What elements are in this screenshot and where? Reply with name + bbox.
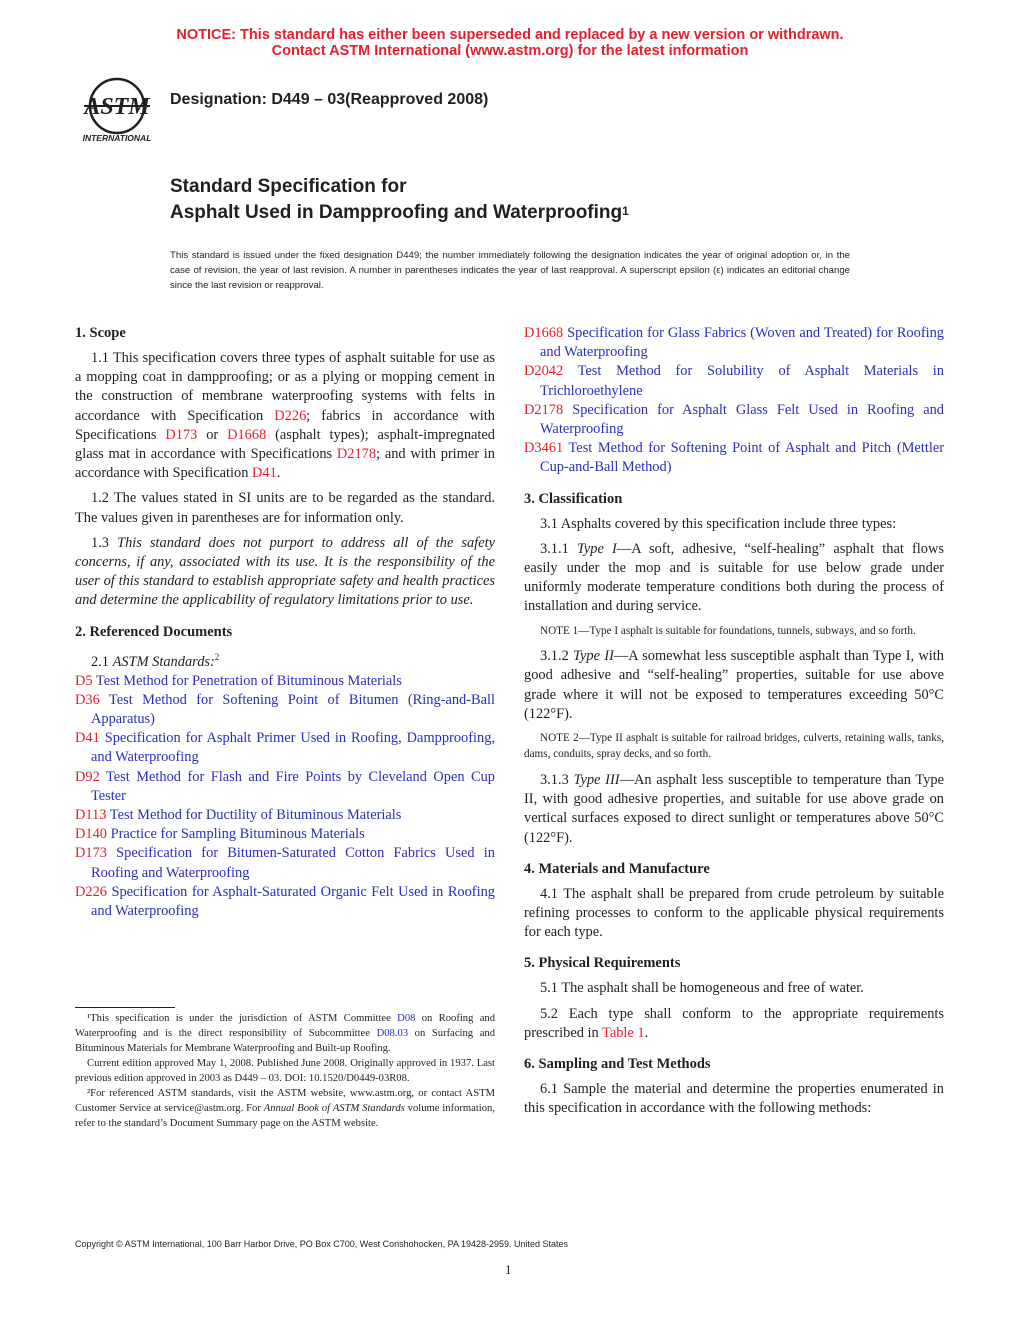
link-d2178[interactable]: D2178 <box>336 446 377 463</box>
section-6-heading: 6. Sampling and Test Methods <box>524 1055 711 1072</box>
link-d08[interactable]: D08 <box>397 1013 416 1024</box>
notice-line-1: NOTICE: This standard has either been superseded and replaced by a new version or withdrawn. <box>176 27 844 43</box>
notice-line-2: Contact ASTM International (www.astm.org) for the latest information <box>271 43 749 59</box>
note-2: NOTE 2—Type II asphalt is suitable for railroad bridges, culverts, retaining walls, tanks, dams, conduits, spray decks, and so forth. <box>524 731 944 761</box>
section-4-heading: 4. Materials and Manufacture <box>524 860 710 877</box>
paragraph-3-1: 3.1 Asphalts covered by this specification include three types: <box>540 515 897 532</box>
ref-d36[interactable]: D36 Test Method for Softening Point of Bitumen (Ring-and-Ball Apparatus) <box>75 691 495 728</box>
footnote-1: ¹This specification is under the jurisdiction of ASTM Committee D08 on Roofing and Waterproofing and is the direct responsibility of Subcommittee D08.03 on Surfacing and Bituminous Materials for Membrane Waterproofing and Built-up Roofing. <box>75 1013 496 1054</box>
title-line-2: Asphalt Used in Dampproofing and Waterproofing <box>170 202 623 223</box>
paragraph-5-2: 5.2 Each type shall conform to the appropriate requirements prescribed in Table 1. <box>524 1005 944 1041</box>
ref-d1668[interactable]: D1668 Specification for Glass Fabrics (Woven and Treated) for Roofing and Waterproofing <box>524 325 944 361</box>
paragraph-1-3: 1.3 This standard does not purport to address all of the safety concerns, if any, associated with its use. It is the responsibility of the user of this standard to establish appropriate safety and health practices and determine the applicability of regulatory limitations prior to use. <box>75 534 495 609</box>
logo-subtext: INTERNATIONAL <box>82 133 152 143</box>
paragraph-1-1: 1.1 This specification covers three types of asphalt suitable for use as a mopping coat in dampproofing; or as a plying or mopping cement in the construction of membrane waterproofing systems with felts in accordance with Specification D226; fabrics in accordance with Specifications D173 or D1668 (asphalt types); asphalt-impregnated glass mat in accordance with Specifications D2178; and with primer in accordance with Specification D41. <box>75 350 496 482</box>
astm-logo <box>74 76 160 144</box>
section-3-heading: 3. Classification <box>524 490 623 507</box>
paragraph-5-1: 5.1 The asphalt shall be homogeneous and free of water. <box>540 980 864 997</box>
paragraph-3-1-3: 3.1.3 Type III—An asphalt less susceptible to temperature than Type II, with good adhesive properties, and suitable for use above grade on vertical surfaces exposed to direct sunlight or temperatures above 50°C (122°F). <box>524 771 944 846</box>
document-title <box>170 174 629 226</box>
left-column <box>75 324 495 921</box>
section-1-heading: 1. Scope <box>75 325 126 341</box>
paragraph-6-1: 6.1 Sample the material and determine the properties enumerated in this specification in accordance with the following methods: <box>524 1080 944 1117</box>
section-2-heading: 2. Referenced Documents <box>75 623 233 640</box>
link-d41[interactable]: D41 <box>252 465 277 482</box>
page-number: 1 <box>505 1262 512 1277</box>
footnotes <box>75 1007 495 1131</box>
designation: Designation: D449 – 03(Reapproved 2008) <box>170 91 489 108</box>
ref-d2042[interactable]: D2042 Test Method for Solubility of Asphalt Materials in Trichloroethylene <box>524 363 944 399</box>
title-footnote-mark: 1 <box>622 204 629 218</box>
paragraph-1-2: 1.2 The values stated in SI units are to be regarded as the standard. The values given in parentheses are for information only. <box>75 490 495 526</box>
ref-d41[interactable]: D41 Specification for Asphalt Primer Used in Roofing, Dampproofing, and Waterproofing <box>75 730 495 766</box>
footnote-rule <box>75 1007 175 1008</box>
supersede-notice <box>0 27 1020 59</box>
link-d08-03[interactable]: D08.03 <box>376 1028 409 1039</box>
paragraph-2-1: 2.1 ASTM Standards:$^2$ <box>91 651 220 670</box>
link-table-1[interactable]: Table 1 <box>602 1024 645 1041</box>
issued-note: This standard is issued under the fixed designation D449; the number immediately following the designation indicates the year of original adoption or, in the case of revision, the year of last revision. A number in parentheses indicates the year of last reapproval. A superscript epsilon (ε) indicates an editorial change since the last revision or reapproval. <box>170 250 850 291</box>
paragraph-4-1: 4.1 The asphalt shall be prepared from crude petroleum by suitable refining processes to conform to the applicable physical requirements for each type. <box>524 885 944 941</box>
ref-d113[interactable]: D113 Test Method for Ductility of Bituminous Materials <box>75 807 402 824</box>
ref-d140[interactable]: D140 Practice for Sampling Bituminous Materials <box>75 826 365 843</box>
paragraph-3-1-2: 3.1.2 Type II—A somewhat less susceptible asphalt than Type I, with good adhesive and “self-healing” properties, suitable for use above grade where it will not be exposed to temperatures exceeding 50°C (122°F). <box>524 648 944 722</box>
footnote-1-edition: Current edition approved May 1, 2008. Published June 2008. Originally approved in 1937. Last previous edition approved in 2003 as D449 – 03. DOI: 10.1520/D0449-03R08. <box>75 1058 495 1084</box>
ref-d2178[interactable]: D2178 Specification for Asphalt Glass Felt Used in Roofing and Waterproofing <box>524 401 944 438</box>
ref-d92[interactable]: D92 Test Method for Flash and Fire Points by Cleveland Open Cup Tester <box>75 768 495 804</box>
ref-d226[interactable]: D226 Specification for Asphalt-Saturated Organic Felt Used in Roofing and Waterproofing <box>75 883 495 920</box>
link-d173[interactable]: D173 <box>165 426 198 443</box>
footnote-2: ²For referenced ASTM standards, visit the ASTM website, www.astm.org, or contact ASTM Customer Service at service@astm.org. For Annual Book of ASTM Standards volume information, refer to the standard’s Document Summary page on the ASTM website. <box>75 1088 495 1129</box>
title-line-1: Standard Specification for <box>170 176 407 197</box>
section-5-heading: 5. Physical Requirements <box>524 955 681 972</box>
logo-text: ASTM <box>84 94 150 120</box>
note-1: NOTE 1—Type I asphalt is suitable for foundations, tunnels, subways, and so forth. <box>540 624 916 637</box>
ref-d3461[interactable]: D3461 Test Method for Softening Point of Asphalt and Pitch (Mettler Cup-and-Ball Method) <box>524 440 944 476</box>
right-column <box>524 324 944 1124</box>
copyright: Copyright © ASTM International, 100 Barr Harbor Drive, PO Box C700, West Conshohocken, PA 19428-2959. United States <box>75 1239 569 1249</box>
link-d1668[interactable]: D1668 <box>227 426 267 443</box>
paragraph-3-1-1: 3.1.1 Type I—A soft, adhesive, “self-healing” asphalt that flows easily under the mop and is suitable for use below grade under uniformly moderate temperature conditions both during the process of installation and during service. <box>524 540 944 615</box>
link-d226[interactable]: D226 <box>274 407 307 424</box>
ref-d173[interactable]: D173 Specification for Bitumen-Saturated Cotton Fabrics Used in Roofing and Waterproofing <box>75 845 495 881</box>
ref-d5[interactable]: D5 Test Method for Penetration of Bituminous Materials <box>75 672 402 689</box>
